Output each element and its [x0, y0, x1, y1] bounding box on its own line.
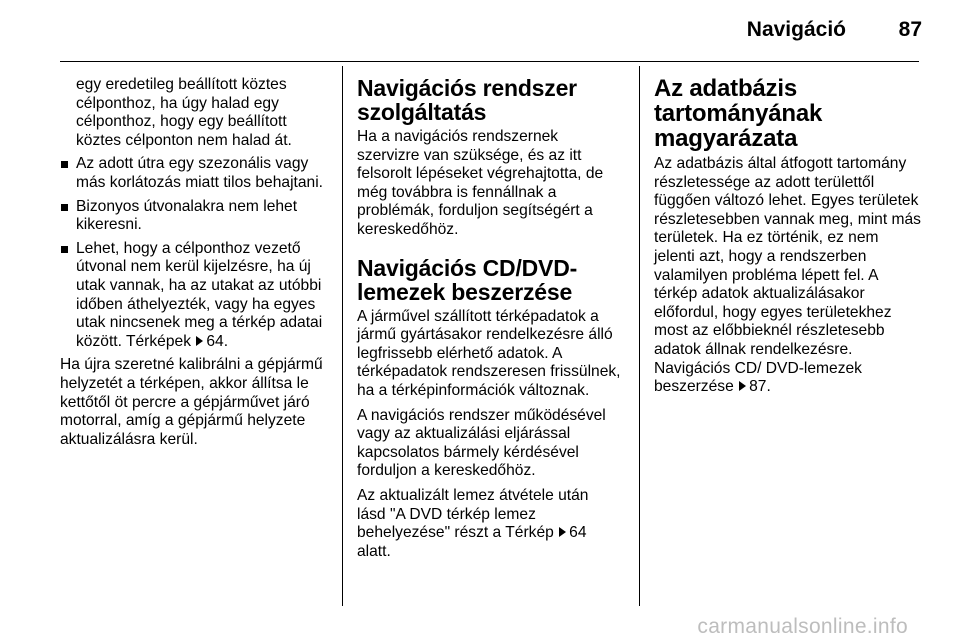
triangle-reference-icon [559, 527, 566, 537]
paragraph: A navigációs rendszer működésével vagy az aktualizálási eljárással kapcsolatos bármely kérdésével forduljon a kereskedőhöz. [357, 406, 606, 480]
chapter-title: Navigáció [746, 18, 846, 41]
column-middle [357, 76, 621, 567]
section-heading: Az adatbázis tartományának magyarázata [654, 75, 823, 152]
list-item [60, 155, 328, 192]
page-reference-link[interactable]: 64 [569, 524, 587, 542]
list-item [60, 240, 328, 352]
column-right [654, 76, 922, 403]
paragraph-text: Az aktualizált lemez átvétele után lásd "A DVD térkép lemez behelyezése" részt a Térkép [357, 486, 589, 542]
list-item-text: Lehet, hogy a célponthoz vezető útvonal nem kerül kijelzésre, ha új utak vannak, ha az utakat az utóbbi időben áthelyezték, vagy ha egyes utak nincsenek meg a térkép adatai között. Térképek [76, 239, 323, 350]
square-bullet-icon [61, 161, 68, 168]
section-heading: Navigációs CD/DVD-lemezek beszerzése [357, 254, 578, 305]
list-item [60, 198, 328, 235]
paragraph: Ha a navigációs rendszernek szervizre van szüksége, és az itt felsorolt lépéseket végrehajtotta, de még továbbra is fennállnak a problémák, forduljon segítségért a kereskedőhöz. [357, 128, 604, 238]
paragraph: Ha újra szeretné kalibrálni a gépjármű helyzetét a térképen, akkor állítsa le kettőtől öt percre a gépjárművet járó motorral, amíg a gépjármű helyzete aktualizálásra kerül. [60, 356, 323, 448]
triangle-reference-icon [196, 336, 203, 346]
paragraph-text: Az adatbázis által átfogott tartomány részletessége az adott területtől függően változó lehet. Egyes területek részletesebben vannak meg, mint más területek. Ha ez történik, ez nem jelenti azt, hogy a rendszerben valamilyen probléma lépett fel. A térkép adatok aktualizálásakor előfordul, hogy egyes területekhez most az előbbieknél részletesebb adatok állnak rendelkezésre. Navigációs CD/ DVD-lemezek beszerzése [654, 155, 921, 396]
column-divider [342, 66, 343, 606]
list-item-text: Bizonyos útvonalakra nem lehet kikeresni. [76, 197, 298, 234]
paragraph-text-end: alatt. [357, 542, 391, 560]
watermark: carmanualsonline.info [697, 615, 908, 638]
continued-bullet-text: egy eredetileg beállított köztes célponthoz, ha úgy halad egy célponthoz, hogy egy beállított köztes célponton nem halad át. [76, 76, 292, 149]
header-rule [60, 61, 919, 62]
column-left [60, 76, 328, 455]
page-number: 87 [898, 18, 922, 41]
paragraph [654, 155, 922, 397]
triangle-reference-icon [739, 381, 746, 391]
paragraph [357, 487, 621, 561]
square-bullet-icon [61, 246, 68, 253]
bullet-list [60, 155, 328, 351]
section-heading: Navigációs rendszer szolgáltatás [357, 75, 577, 125]
page-reference-link[interactable]: 87. [749, 378, 771, 396]
list-item-text: Az adott útra egy szezonális vagy más korlátozás miatt tilos behajtani. [76, 155, 324, 191]
column-divider [639, 66, 640, 606]
page-reference-link[interactable]: 64. [206, 332, 229, 350]
paragraph: A járművel szállított térképadatok a jármű gyártásakor rendelkezésre álló legfrissebb elérhető adatok. A térképadatok rendszeresen frissülnek, ha a térképinformációk változnak. [357, 307, 621, 399]
square-bullet-icon [61, 204, 68, 211]
page-header [0, 0, 960, 60]
